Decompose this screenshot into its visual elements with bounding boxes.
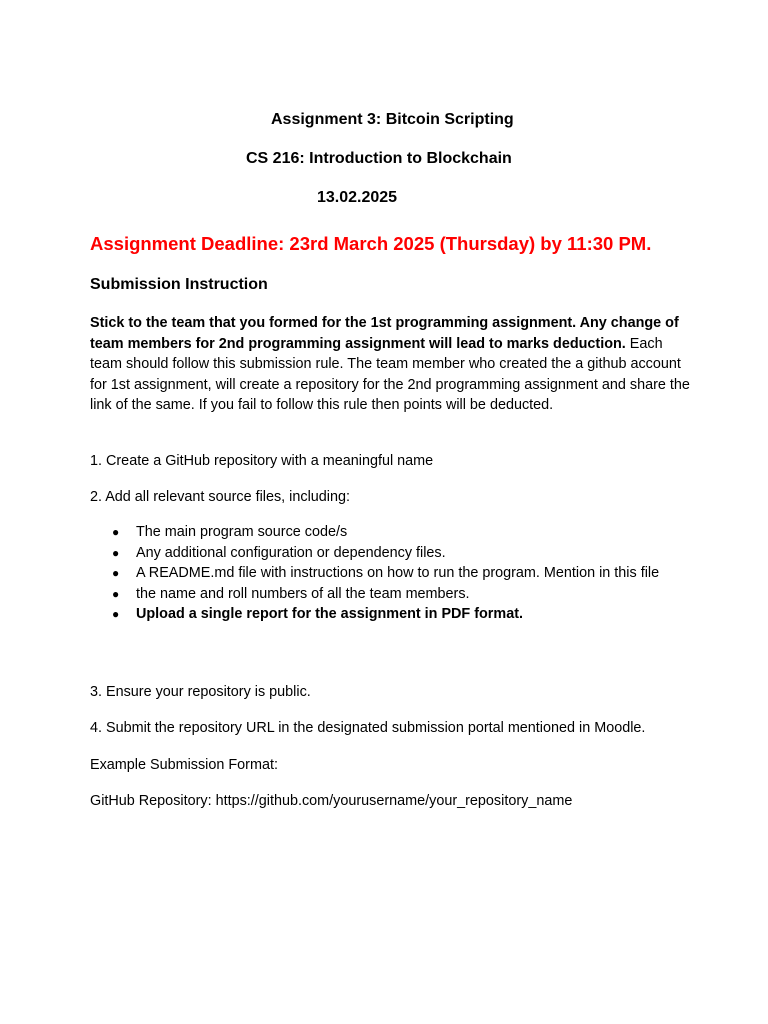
bullet-icon: ● bbox=[112, 586, 120, 601]
assignment-title: Assignment 3: Bitcoin Scripting bbox=[271, 111, 514, 128]
list-item: ● A README.md file with instructions on how to run the program. Mention in this file bbox=[90, 563, 690, 584]
example-format-label: Example Submission Format: bbox=[90, 757, 278, 773]
list-item: ● The main program source code/s bbox=[90, 522, 690, 543]
list-item: ● the name and roll numbers of all the team members. bbox=[90, 584, 690, 605]
submission-heading: Submission Instruction bbox=[90, 276, 268, 293]
step-2: 2. Add all relevant source files, including: bbox=[90, 489, 350, 505]
example-repository-url: GitHub Repository: https://github.com/yourusername/your_repository_name bbox=[90, 793, 573, 809]
step-1: 1. Create a GitHub repository with a meaningful name bbox=[90, 453, 434, 469]
course-title: CS 216: Introduction to Blockchain bbox=[246, 150, 512, 167]
bullet-icon: ● bbox=[112, 607, 120, 621]
step-4: 4. Submit the repository URL in the designated submission portal mentioned in Moodle. bbox=[90, 720, 646, 736]
submission-intro-paragraph bbox=[90, 313, 690, 416]
assignment-deadline: Assignment Deadline: 23rd March 2025 (Thursday) by 11:30 PM. bbox=[90, 233, 652, 254]
list-item: ● Upload a single report for the assignment in PDF format. bbox=[90, 604, 690, 625]
intro-bold-text: Stick to the team that you formed for the 1st programming assignment. Any change of team members for 2nd programming assignment will lead to marks deduction. bbox=[90, 315, 679, 352]
document-date: 13.02.2025 bbox=[317, 189, 398, 206]
step-3: 3. Ensure your repository is public. bbox=[90, 684, 311, 700]
source-files-list bbox=[90, 522, 690, 625]
bullet-icon: ● bbox=[112, 525, 120, 539]
bullet-icon: ● bbox=[112, 566, 120, 580]
list-item: ● Any additional configuration or dependency files. bbox=[90, 543, 690, 564]
intro-regular-text: Each team should follow this submission rule. The team member who created the a github account for 1st assignment, will create a repository for the 2nd programming assignment and share the link of the same. If you fail to follow this rule then points will be deducted. bbox=[90, 335, 690, 413]
bullet-icon: ● bbox=[112, 545, 120, 560]
